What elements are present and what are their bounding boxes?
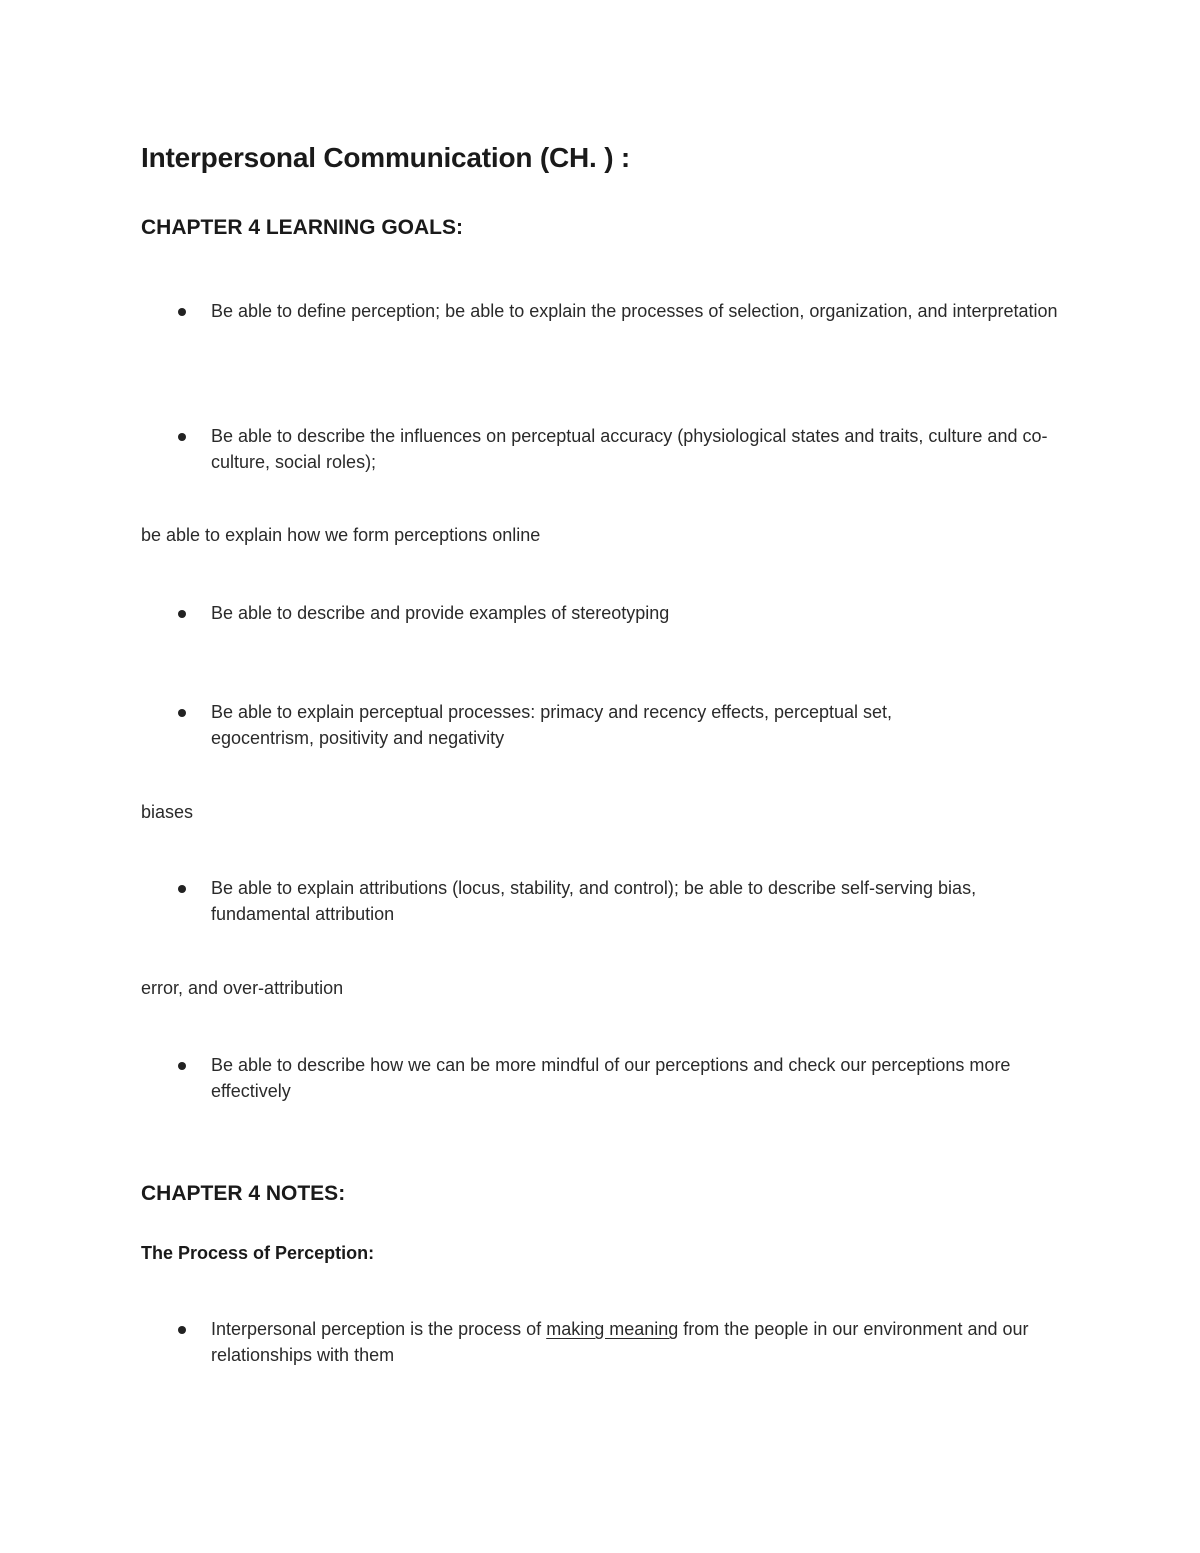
list-item xyxy=(141,298,1071,324)
bullet-icon xyxy=(178,709,186,717)
bullet-icon xyxy=(178,885,186,893)
list-item-text: Be able to describe the influences on perceptual accuracy (physiological states and traits, culture and co-culture, social roles); xyxy=(211,426,1048,472)
notes-heading: CHAPTER 4 NOTES: xyxy=(141,1182,346,1205)
bullet-icon xyxy=(178,610,186,618)
underlined-term: making meaning xyxy=(546,1319,679,1339)
learning-goals-heading: CHAPTER 4 LEARNING GOALS: xyxy=(141,216,464,239)
list-item-text xyxy=(211,1316,1071,1368)
list-item xyxy=(141,699,1071,751)
list-item-text: Be able to describe how we can be more mindful of our perceptions and check our perceptions more effectively xyxy=(211,1055,1011,1101)
list-item xyxy=(141,1052,1071,1104)
bullet-icon xyxy=(178,1326,186,1334)
list-item-text: Be able to describe and provide examples of stereotyping xyxy=(211,603,670,623)
list-item-text: Be able to define perception; be able to explain the processes of selection, organization, and interpretation xyxy=(211,301,1058,321)
bullet-icon xyxy=(178,1062,186,1070)
list-item xyxy=(141,875,1071,927)
bullet-icon xyxy=(178,308,186,316)
bullet-icon xyxy=(178,433,186,441)
list-item xyxy=(141,600,1071,626)
paragraph: be able to explain how we form perceptions online xyxy=(141,525,541,545)
list-item xyxy=(141,423,1071,475)
list-item-text: Be able to explain attributions (locus, stability, and control); be able to describe self-serving bias, fundamental attribution xyxy=(211,878,977,924)
list-item xyxy=(141,1316,1071,1368)
text-segment: from the people in our environment and our relationships with them xyxy=(211,1319,1029,1365)
text-segment: Interpersonal perception is the process of xyxy=(211,1319,547,1339)
process-heading: The Process of Perception: xyxy=(141,1243,375,1263)
document-title: Interpersonal Communication (CH. ) : xyxy=(141,142,631,173)
list-item-text: Be able to explain perceptual processes: primacy and recency effects, perceptual set, egocentrism, positivity and negativity xyxy=(211,702,893,748)
paragraph: error, and over-attribution xyxy=(141,978,344,998)
paragraph: biases xyxy=(141,802,194,822)
